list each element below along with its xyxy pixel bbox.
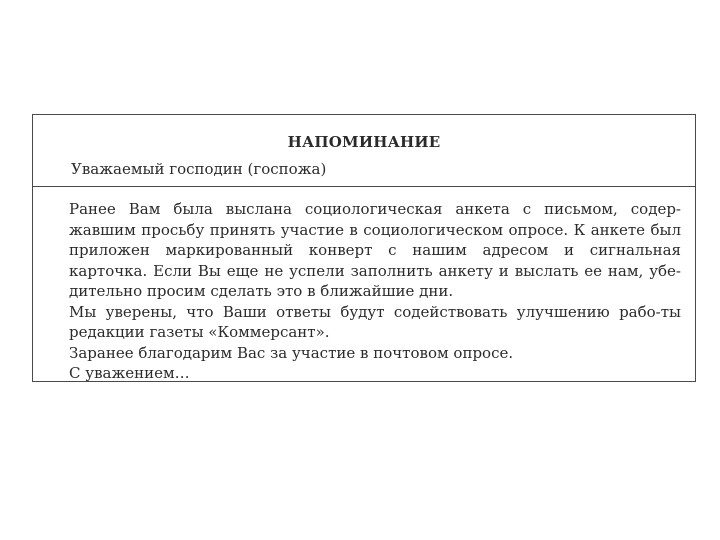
letter-paragraph-1: Ранее Вам была выслана социологическая анкета с письмом, содер-жавшим просьбу принять участие в социологическом опросе. К анкете был приложен маркированный конверт с нашим адресом и сигнальная карточка. Если Вы еще не успели заполнить анкету и выслать ее нам, убе-дительно просим сделать это в ближайшие дни. [69, 200, 681, 300]
letter-title: НАПОМИНАНИЕ [287, 133, 441, 151]
letter-closing: С уважением… [69, 364, 190, 382]
letter-paragraph-2: Мы уверены, что Ваши ответы будут содействовать улучшению рабо-ты редакции газеты «Коммерсант». [69, 302, 681, 341]
letter-body [69, 199, 681, 384]
letter-paragraph-3: Заранее благодарим Вас за участие в почтовом опросе. [69, 343, 514, 362]
letter-header [33, 115, 695, 187]
reminder-letter-frame [32, 114, 696, 382]
letter-salutation: Уважаемый господин (госпожа) [71, 160, 327, 178]
